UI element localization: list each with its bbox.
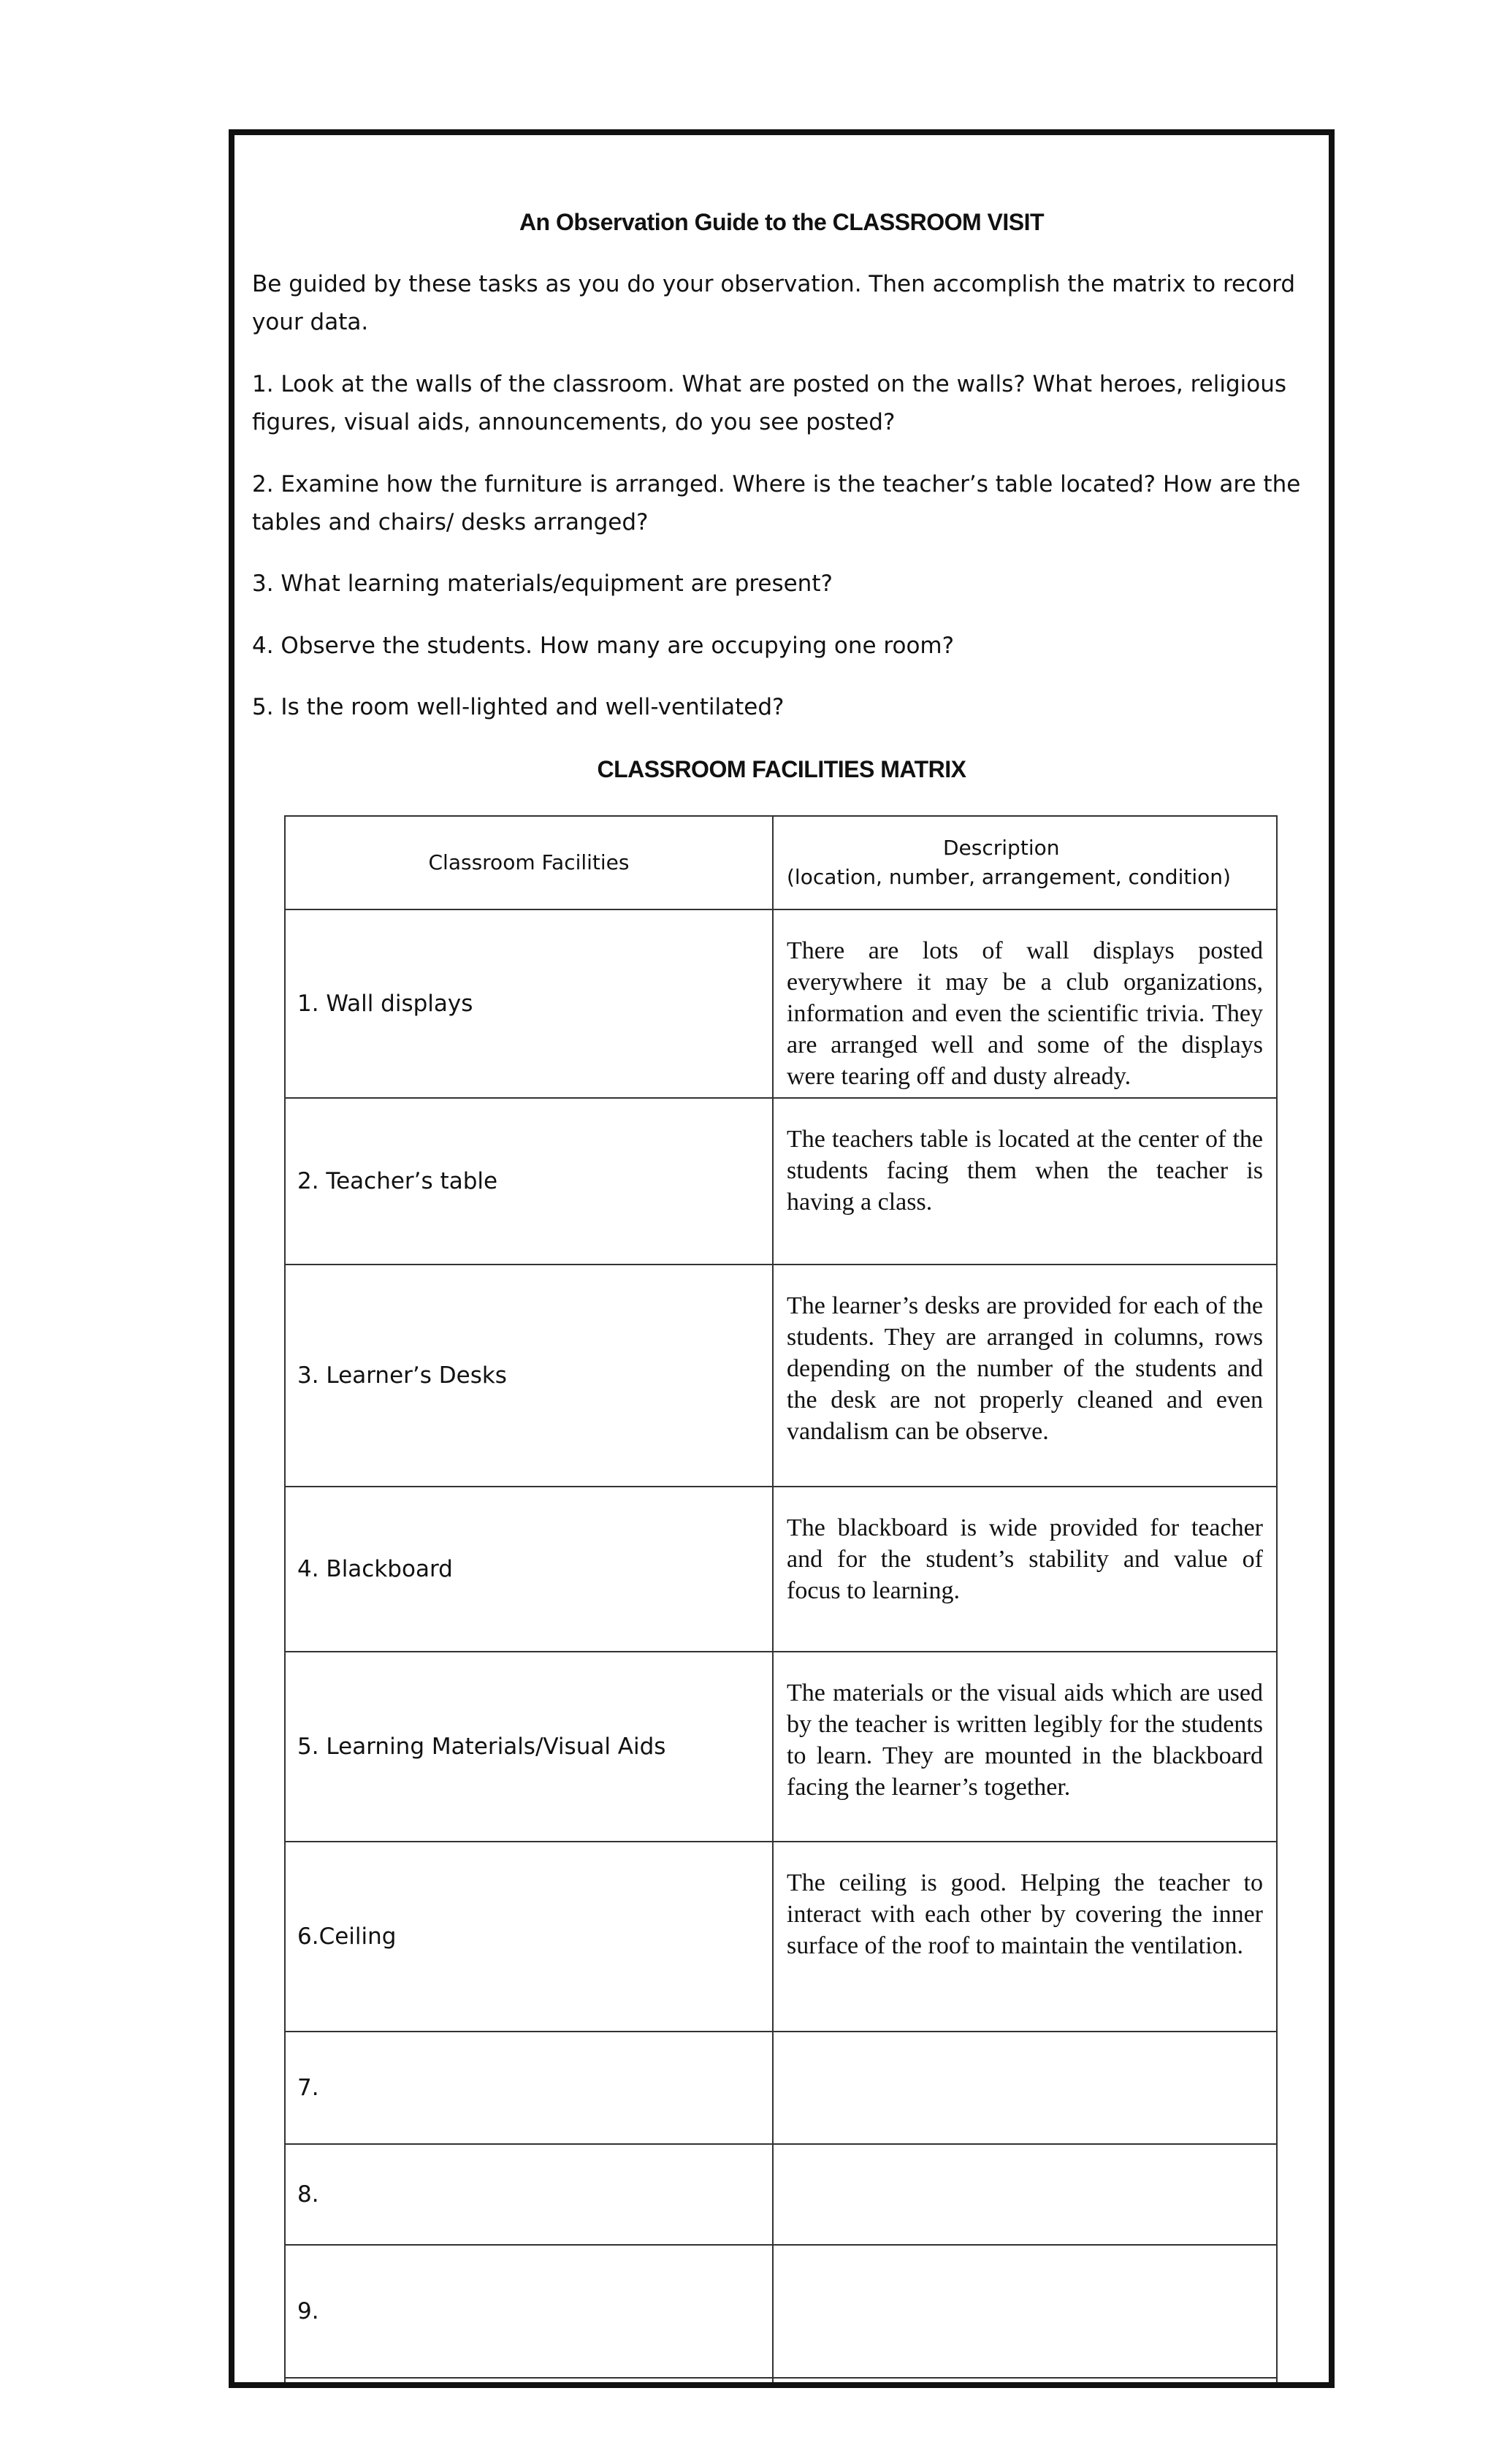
description-cell-empty <box>773 2144 1277 2245</box>
table-row <box>285 909 1277 1098</box>
facility-cell: 2. Teacher’s table <box>285 1098 773 1265</box>
document-title: An Observation Guide to the CLASSROOM VISIT <box>519 209 1045 235</box>
facility-cell: 4. Blackboard <box>285 1487 773 1652</box>
description-text: The materials or the visual aids which are used by the teacher is written legibly for the students to learn. They are mounted in the blackboard facing the learner’s together. <box>787 1679 1263 1801</box>
table-row-empty <box>285 2144 1277 2245</box>
table-row <box>285 1487 1277 1652</box>
description-cell <box>773 1652 1277 1842</box>
facility-cell: 5. Learning Materials/Visual Aids <box>285 1652 773 1842</box>
matrix-title: CLASSROOM FACILITIES MATRIX <box>597 756 966 782</box>
facility-cell: 3. Learner’s Desks <box>285 1265 773 1487</box>
facility-cell: 8. <box>285 2144 773 2245</box>
header-description-subtitle: (location, number, arrangement, condition) <box>787 865 1231 889</box>
description-cell <box>773 909 1277 1098</box>
facilities-matrix <box>284 815 1278 2388</box>
document-frame <box>229 129 1335 2388</box>
description-text: The learner’s desks are provided for each of the students. They are arranged in columns, rows depending on the number of the students and the desk are not properly cleaned and even vandalism can be observe. <box>787 1292 1263 1445</box>
intro-text: Be guided by these tasks as you do your observation. Then accomplish the matrix to record your data. <box>252 271 1296 335</box>
description-cell <box>773 1487 1277 1652</box>
header-description <box>773 816 1277 909</box>
description-text: The teachers table is located at the center of the students facing them when the teacher is having a class. <box>787 1126 1263 1216</box>
facility-cell: 7. <box>285 2032 773 2144</box>
description-text: The ceiling is good. Helping the teacher to interact with each other by covering the inner surface of the roof to maintain the ventilation. <box>787 1869 1263 1959</box>
description-text: There are lots of wall displays posted everywhere it may be a club organizations, information and even the scientific trivia. They are arranged well and some of the displays were tearing off and dusty already. <box>787 937 1263 1090</box>
table-row <box>285 1652 1277 1842</box>
task-4: 4. Observe the students. How many are occupying one room? <box>252 633 955 659</box>
description-text: The blackboard is wide provided for teacher and for the student’s stability and value of focus to learning. <box>787 1514 1263 1604</box>
table-row-empty <box>285 2245 1277 2378</box>
facility-cell: 6.Ceiling <box>285 1842 773 2032</box>
table-row <box>285 1265 1277 1487</box>
description-cell-empty <box>773 2032 1277 2144</box>
header-facilities: Classroom Facilities <box>285 816 773 909</box>
facility-cell: 1. Wall displays <box>285 909 773 1098</box>
table-row-empty <box>285 2032 1277 2144</box>
facility-cell-empty <box>285 2378 773 2388</box>
table-row <box>285 1842 1277 2032</box>
facility-cell: 9. <box>285 2245 773 2378</box>
description-cell-empty <box>773 2378 1277 2388</box>
matrix-header-row <box>285 816 1277 909</box>
description-cell-empty <box>773 2245 1277 2378</box>
table-row-partial <box>285 2378 1277 2388</box>
description-cell <box>773 1265 1277 1487</box>
task-1: 1. Look at the walls of the classroom. What are posted on the walls? What heroes, religious figures, visual aids, announcements, do you see posted? <box>252 371 1287 435</box>
task-3: 3. What learning materials/equipment are present? <box>252 571 833 597</box>
header-description-title: Description <box>943 836 1060 860</box>
task-2: 2. Examine how the furniture is arranged. Where is the teacher’s table located? How are the tables and chairs/ desks arranged? <box>252 471 1301 535</box>
description-cell <box>773 1842 1277 2032</box>
task-5: 5. Is the room well-lighted and well-ventilated? <box>252 694 785 720</box>
table-row <box>285 1098 1277 1265</box>
description-cell <box>773 1098 1277 1265</box>
